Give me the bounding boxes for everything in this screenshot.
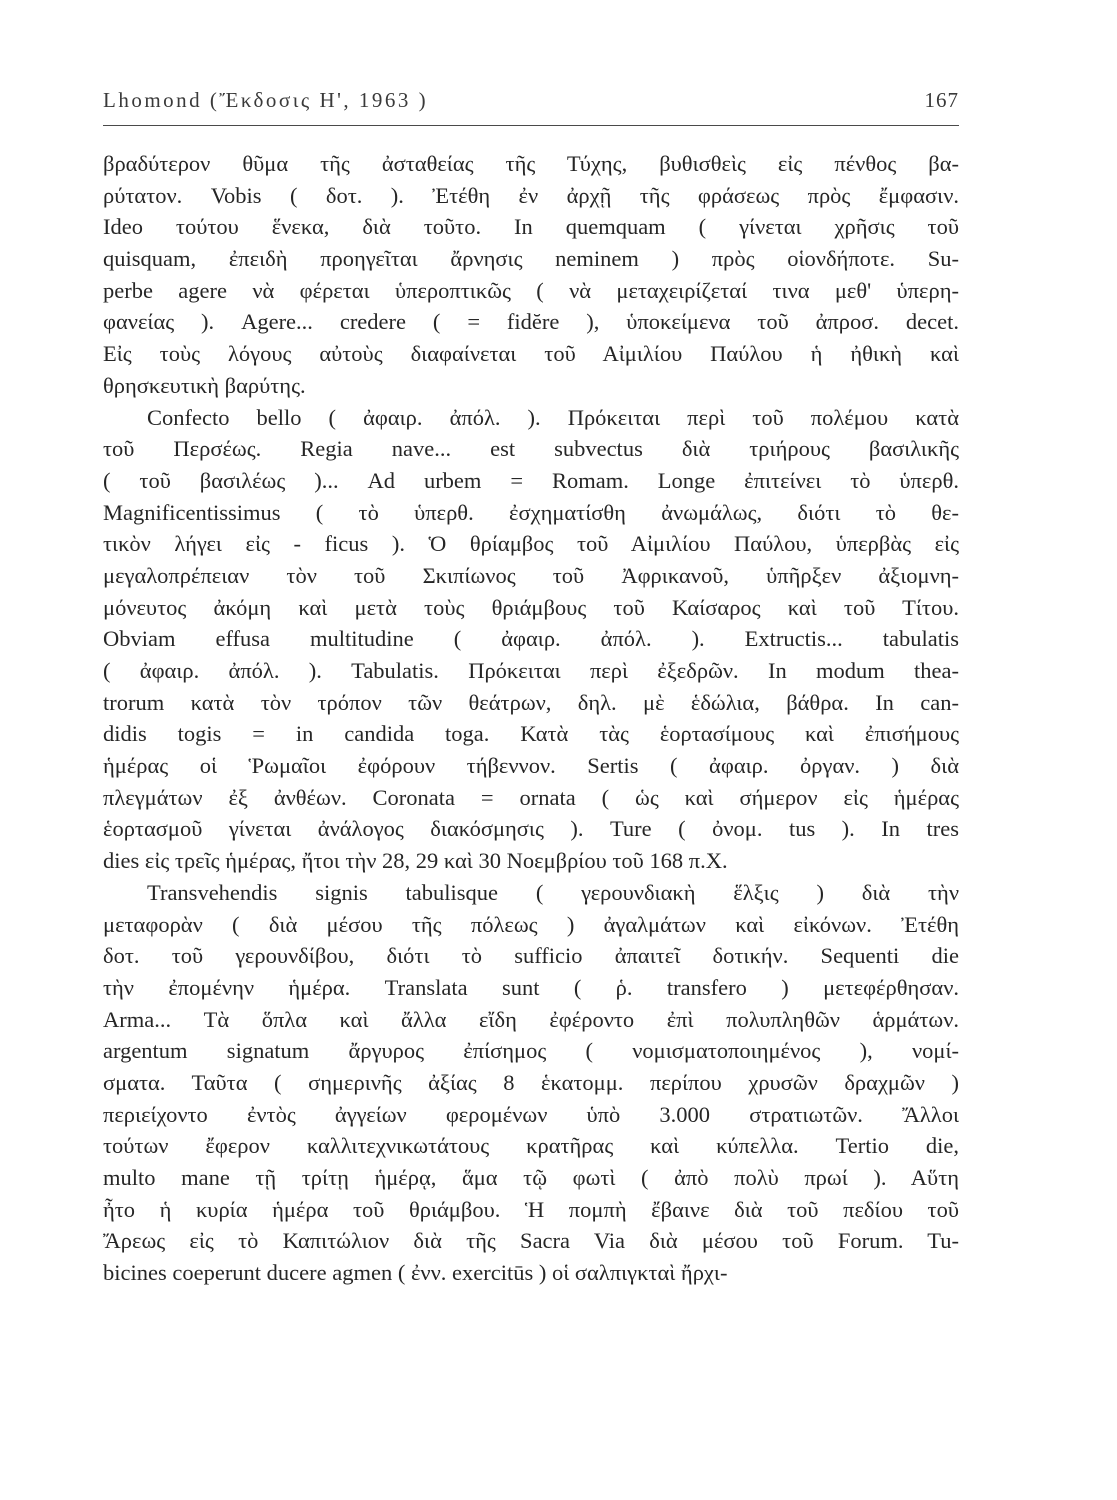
page-number: 167 <box>924 88 959 112</box>
running-head-title: Lhomond (Ἔκδοσις Η', 1963 ) <box>103 88 429 112</box>
text-line: δοτ. τοῦ γερουνδίβου, διότι τὸ sufficio ἀπαιτεῖ δοτικήν. Sequenti die <box>103 943 959 969</box>
text-line: bicines coeperunt ducere agmen ( ἐνν. exercitūs ) οἱ σαλπιγκταὶ ἤρχι- <box>103 1260 728 1286</box>
text-line: Arma... Τὰ ὅπλα καὶ ἄλλα εἴδη ἐφέροντο ἐπὶ πολυπληθῶν ἁρμάτων. <box>103 1006 959 1032</box>
text-line: τὴν ἐπομένην ἡμέρα. Translata sunt ( ῥ. transfero ) μετεφέρθησαν. <box>103 974 959 1000</box>
text-line: τοῦ Περσέως. Regia nave... est subvectus διὰ τριήρους βασιλικῆς <box>103 436 959 462</box>
text-line: μεγαλοπρέπειαν τὸν τοῦ Σκιπίωνος τοῦ Ἀφρικανοῦ, ὑπῆρξεν ἀξιομνη- <box>103 562 959 588</box>
text-line: argentum signatum ἄργυρος ἐπίσημος ( νομισματοποιημένος ), νομί- <box>103 1038 959 1064</box>
text-line: ( τοῦ βασιλέως )... Ad urbem = Romam. Longe ἐπιτείνει τὸ ὑπερθ. <box>103 467 959 493</box>
text-line: ἑορτασμοῦ γίνεται ἀνάλογος διακόσμησις ). Ture ( ὀνομ. tus ). In tres <box>103 816 959 842</box>
text-line: Confecto bello ( ἀφαιρ. ἀπόλ. ). Πρόκειται περὶ τοῦ πολέμου κατὰ <box>147 404 959 430</box>
text-line: Transvehendis signis tabulisque ( γερουνδιακὴ ἕλξις ) διὰ τὴν <box>147 879 959 905</box>
text-line: φανείας ). Agere... credere ( = fidĕre ), ὑποκείμενα τοῦ ἀπροσ. decet. <box>103 309 959 335</box>
text-line: Ἄρεως εἰς τὸ Καπιτώλιον διὰ τῆς Sacra Via διὰ μέσου τοῦ Forum. Tu- <box>103 1228 959 1254</box>
text-line: τούτων ἔφερον καλλιτεχνικωτάτους κρατῆρας καὶ κύπελλα. Tertio die, <box>103 1133 959 1159</box>
text-line: perbe agere νὰ φέρεται ὑπεροπτικῶς ( νὰ μεταχειρίζεταί τινα μεθ' ὑπερη- <box>103 277 959 303</box>
text-line: μεταφορὰν ( διὰ μέσου τῆς πόλεως ) ἀγαλμάτων καὶ εἰκόνων. Ἐτέθη <box>103 911 959 937</box>
text-line: βραδύτερον θῦμα τῆς ἀσταθείας τῆς Τύχης, βυθισθεὶς εἰς πένθος βα- <box>103 151 959 176</box>
text-line: Obviam effusa multitudine ( ἀφαιρ. ἀπόλ. ). Extructis... tabulatis <box>103 626 959 652</box>
text-line: didis togis = in candida toga. Κατὰ τὰς ἑορτασίμους καὶ ἐπισήμους <box>103 721 959 747</box>
header-rule <box>103 125 959 126</box>
text-line: Εἰς τοὺς λόγους αὐτοὺς διαφαίνεται τοῦ Αἰμιλίου Παύλου ἡ ἠθικὴ καὶ <box>103 341 959 367</box>
text-line: θρησκευτικὴ βαρύτης. <box>103 372 306 398</box>
text-line: σματα. Ταῦτα ( σημερινῆς ἀξίας 8 ἑκατομμ. περίπου χρυσῶν δραχμῶν ) <box>103 1069 959 1095</box>
text-line: ρύτατον. Vobis ( δοτ. ). Ἐτέθη ἐν ἀρχῇ τῆς φράσεως πρὸς ἔμφασιν. <box>103 182 959 208</box>
running-head <box>103 88 959 118</box>
text-line: ( ἀφαιρ. ἀπόλ. ). Tabulatis. Πρόκειται περὶ ἐξεδρῶν. In modum thea- <box>103 658 959 683</box>
text-line: περιείχοντο ἐντὸς ἀγγείων φερομένων ὑπὸ 3.000 στρατιωτῶν. Ἄλλοι <box>103 1101 959 1127</box>
text-line: πλεγμάτων ἐξ ἀνθέων. Coronata = ornata ( ὡς καὶ σήμερον εἰς ἡμέρας <box>103 784 959 810</box>
text-line: ἡμέρας οἱ Ῥωμαῖοι ἐφόρουν τήβεννον. Sertis ( ἀφαιρ. ὀργαν. ) διὰ <box>103 753 959 779</box>
paragraph <box>103 148 959 402</box>
text-line: Ideo τούτου ἕνεκα, διὰ τοῦτο. In quemquam ( γίνεται χρῆσις τοῦ <box>103 214 959 240</box>
text-line: ἦτο ἡ κυρία ἡμέρα τοῦ θριάμβου. Ἡ πομπὴ ἔβαινε διὰ τοῦ πεδίου τοῦ <box>103 1196 959 1222</box>
text-line: dies εἰς τρεῖς ἡμέρας, ἤτοι τὴν 28, 29 καὶ 30 Νοεμβρίου τοῦ 168 π.Χ. <box>103 848 728 874</box>
text-line: τικὸν λήγει εἰς - ficus ). Ὁ θρίαμβος τοῦ Αἰμιλίου Παύλου, ὑπερβὰς εἰς <box>103 531 959 557</box>
text-line: Magnificentissimus ( τὸ ὑπερθ. ἐσχηματίσθη ἀνωμάλως, διότι τὸ θε- <box>103 499 959 525</box>
paragraph <box>103 402 959 877</box>
body-text <box>103 148 959 1289</box>
text-line: multo mane τῇ τρίτῃ ἡμέρᾳ, ἅμα τῷ φωτὶ ( ἀπὸ πολὺ πρωί ). Αὕτη <box>103 1165 959 1190</box>
text-line: trorum κατὰ τὸν τρόπον τῶν θεάτρων, δηλ. μὲ ἑδώλια, βάθρα. In can- <box>103 689 959 715</box>
paragraph <box>103 877 959 1289</box>
text-line: μόνευτος ἀκόμη καὶ μετὰ τοὺς θριάμβους τοῦ Καίσαρος καὶ τοῦ Τίτου. <box>103 594 959 620</box>
text-line: quisquam, ἐπειδὴ προηγεῖται ἄρνησις neminem ) πρὸς οἱονδήποτε. Su- <box>103 246 959 272</box>
